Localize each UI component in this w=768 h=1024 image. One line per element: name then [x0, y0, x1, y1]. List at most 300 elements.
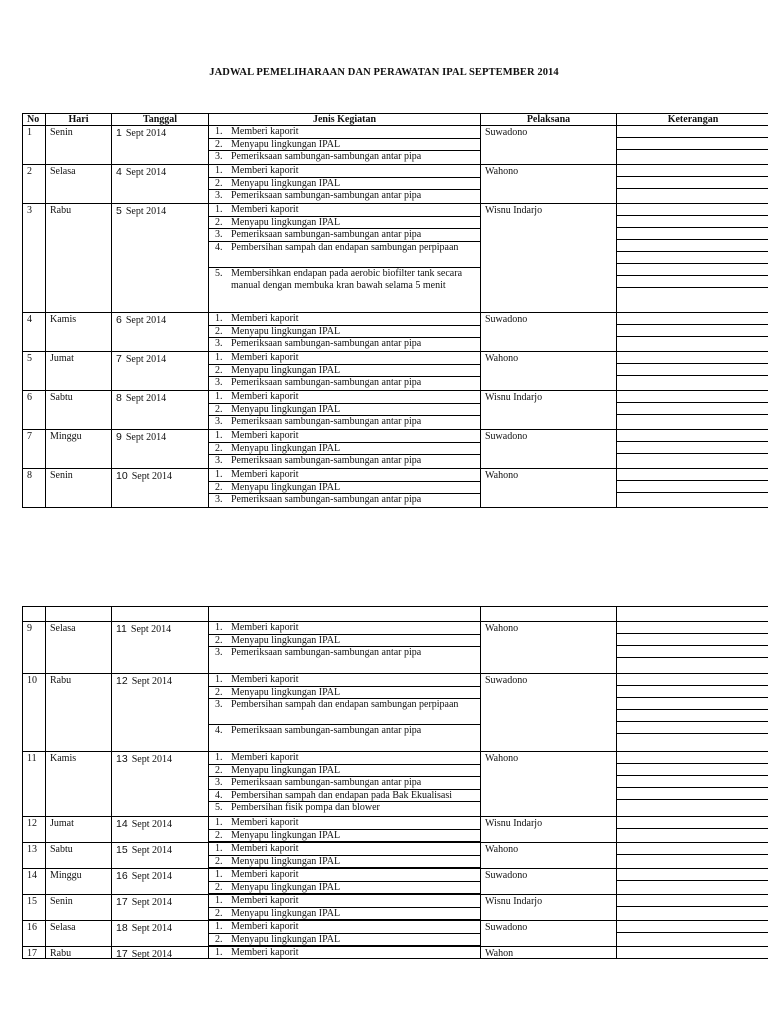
cell-no — [23, 674, 46, 751]
executor-name: Wahono — [485, 753, 519, 764]
keterangan-line — [617, 710, 768, 722]
executor-name: Wisnu Indarjo — [485, 818, 543, 829]
keterangan-line — [617, 126, 768, 138]
header-tanggal: Tanggal — [112, 114, 209, 125]
header-hari: Hari — [46, 114, 112, 125]
keterangan-line — [617, 391, 768, 403]
activity-item — [209, 843, 480, 856]
keterangan-line — [617, 622, 768, 634]
activity-number: 1. — [215, 469, 223, 480]
activity-item — [209, 482, 480, 495]
cell-pelaksana — [481, 391, 617, 429]
date-day: 7 — [116, 353, 122, 365]
day-name: Senin — [50, 470, 73, 481]
date-day: 18 — [116, 922, 128, 934]
executor-name: Wahono — [485, 353, 519, 364]
keterangan-line — [617, 325, 768, 337]
activity-text: Pemeriksaan sambungan-sambungan antar pipa — [231, 455, 422, 466]
keterangan-line — [617, 150, 768, 162]
cell-tanggal — [112, 126, 209, 164]
row-number: 3 — [27, 205, 32, 216]
cell-hari — [46, 126, 112, 164]
activity-number: 2. — [215, 177, 223, 189]
cell-tanggal — [112, 313, 209, 351]
cell-hari — [46, 352, 112, 390]
activity-text: Memberi kaporit — [231, 752, 299, 763]
activity-item — [209, 377, 480, 390]
date-month: Sept 2014 — [131, 471, 172, 482]
activity-number: 5. — [215, 802, 223, 813]
cell-keterangan — [617, 947, 768, 958]
table-row — [23, 165, 768, 204]
keterangan-line — [617, 493, 768, 505]
day-name: Minggu — [50, 870, 82, 881]
executor-name: Suwadono — [485, 870, 528, 881]
row-number: 6 — [27, 392, 32, 403]
date-month: Sept 2014 — [125, 315, 167, 326]
cell-keterangan — [617, 622, 768, 673]
keterangan-line — [617, 658, 768, 670]
cell-no — [23, 313, 46, 351]
cell-hari — [46, 817, 112, 842]
activity-item — [209, 622, 480, 635]
cell-jenis-kegiatan — [209, 204, 481, 312]
activity-text: Menyapu lingkungan IPAL — [231, 481, 341, 493]
activity-item — [209, 777, 480, 790]
date-day: 11 — [116, 623, 127, 635]
activity-number: 2. — [215, 138, 223, 150]
activity-text: Menyapu lingkungan IPAL — [231, 442, 341, 454]
cell-pelaksana — [481, 352, 617, 390]
date-day: 5 — [116, 205, 122, 217]
keterangan-line — [617, 454, 768, 466]
cell-pelaksana — [481, 752, 617, 816]
activity-number: 4. — [215, 789, 223, 801]
table-body-page-1 — [23, 126, 768, 508]
table-row — [23, 352, 768, 391]
cell-pelaksana — [481, 469, 617, 507]
table-row — [23, 921, 768, 947]
cell-pelaksana — [481, 869, 617, 894]
activity-number: 3. — [215, 494, 223, 505]
executor-name: Wahono — [485, 166, 519, 177]
date-text — [116, 675, 172, 688]
activity-text: Memberi kaporit — [231, 430, 299, 441]
table-body-page-2 — [23, 622, 768, 959]
activity-text: Memberi kaporit — [231, 469, 299, 480]
row-number: 11 — [27, 753, 37, 764]
keterangan-line — [617, 764, 768, 776]
activity-number: 2. — [215, 442, 223, 454]
keterangan-line — [617, 686, 768, 698]
cell-hari — [46, 843, 112, 868]
keterangan-line — [617, 869, 768, 881]
activity-text: Menyapu lingkungan IPAL — [231, 855, 341, 867]
table-row — [23, 817, 768, 843]
activity-text: Memberi kaporit — [231, 921, 299, 932]
cell-pelaksana — [481, 817, 617, 842]
activity-item — [209, 934, 480, 947]
date-month: Sept 2014 — [130, 624, 172, 635]
activity-text: Pembersihan sampah dan endapan sambungan perpipaan — [231, 699, 459, 710]
cell-keterangan — [617, 352, 768, 390]
activity-text: Membersihkan endapan pada aerobic biofilter tank secara manual dengan membuka kran bawah selama 5 menit — [231, 267, 463, 291]
activity-item — [209, 647, 480, 660]
keterangan-line — [617, 252, 768, 264]
date-text — [116, 205, 166, 218]
activity-text: Memberi kaporit — [231, 165, 299, 176]
date-day: 13 — [116, 753, 128, 765]
date-text — [116, 392, 166, 405]
day-name: Kamis — [50, 753, 77, 764]
activity-item — [209, 725, 480, 738]
keterangan-line — [617, 734, 768, 746]
date-month: Sept 2014 — [125, 128, 167, 139]
table-row — [23, 391, 768, 430]
activity-number: 3. — [215, 190, 223, 201]
activity-text: Memberi kaporit — [231, 895, 299, 906]
cell-hari — [46, 313, 112, 351]
row-number: 13 — [27, 844, 37, 855]
activity-item — [209, 817, 480, 830]
schedule-table-page-2 — [22, 606, 768, 959]
activity-item — [209, 165, 480, 178]
cell-hari — [46, 204, 112, 312]
cell-tanggal — [112, 817, 209, 842]
executor-name: Suwadono — [485, 431, 528, 442]
cell-jenis-kegiatan — [209, 352, 481, 390]
cell-no — [23, 869, 46, 894]
activity-text: Memberi kaporit — [231, 622, 299, 633]
cell-pelaksana — [481, 622, 617, 673]
activity-number: 1. — [215, 391, 223, 402]
day-name: Minggu — [50, 431, 82, 442]
header-keterangan: Keterangan — [667, 114, 719, 125]
keterangan-line — [617, 165, 768, 177]
executor-name: Suwadono — [485, 127, 528, 138]
date-text — [116, 166, 166, 179]
activity-item — [209, 802, 480, 815]
cell-tanggal — [112, 622, 209, 673]
activity-text: Menyapu lingkungan IPAL — [231, 177, 341, 189]
cell-hari — [46, 947, 112, 958]
cell-tanggal — [112, 165, 209, 203]
cell-pelaksana — [481, 126, 617, 164]
cell-tanggal — [112, 674, 209, 751]
cell-jenis-kegiatan — [209, 165, 481, 203]
cell-tanggal — [112, 947, 209, 958]
day-name: Rabu — [50, 675, 72, 686]
day-name: Selasa — [50, 623, 76, 634]
date-text — [116, 948, 172, 958]
day-name: Rabu — [50, 948, 72, 958]
keterangan-line — [617, 895, 768, 907]
activity-number: 1. — [215, 126, 223, 137]
activity-text: Menyapu lingkungan IPAL — [231, 881, 341, 893]
cell-hari — [46, 674, 112, 751]
keterangan-line — [617, 646, 768, 658]
activity-text: Pembersihan sampah dan endapan sambungan perpipaan — [231, 241, 459, 253]
activity-text: Pemeriksaan sambungan-sambungan antar pipa — [231, 777, 422, 788]
day-name: Selasa — [50, 166, 76, 177]
cell-jenis-kegiatan — [209, 752, 481, 816]
keterangan-line — [617, 907, 768, 919]
cell-no — [23, 752, 46, 816]
keterangan-line — [617, 788, 768, 800]
cell-keterangan — [617, 165, 768, 203]
day-name: Sabtu — [50, 392, 73, 403]
activity-item — [209, 391, 480, 404]
date-text — [116, 353, 166, 366]
keterangan-line — [617, 352, 768, 364]
cell-hari — [46, 921, 112, 946]
cell-jenis-kegiatan — [209, 947, 481, 958]
activity-number: 4. — [215, 725, 223, 736]
executor-name: Wisnu Indarjo — [485, 205, 543, 216]
day-name: Sabtu — [50, 844, 73, 855]
date-text — [116, 470, 172, 483]
executor-name: Suwadono — [485, 675, 528, 686]
date-day: 16 — [116, 870, 128, 882]
activity-text: Pemeriksaan sambungan-sambungan antar pipa — [231, 338, 422, 349]
day-name: Jumat — [50, 818, 74, 829]
activity-item — [209, 190, 480, 203]
keterangan-line — [617, 855, 768, 867]
activity-text: Pemeriksaan sambungan-sambungan antar pipa — [231, 416, 422, 427]
row-number: 16 — [27, 922, 37, 933]
day-name: Senin — [50, 896, 73, 907]
date-day: 10 — [116, 470, 128, 482]
cell-no — [23, 947, 46, 958]
activity-number: 1. — [215, 313, 223, 324]
activity-number: 2. — [215, 364, 223, 376]
activity-number: 3. — [215, 338, 223, 349]
activity-text: Pemeriksaan sambungan-sambungan antar pipa — [231, 647, 422, 658]
table-row — [23, 126, 768, 165]
cell-no — [23, 921, 46, 946]
activity-item — [209, 869, 480, 882]
date-day: 15 — [116, 844, 128, 856]
activity-text: Pembersihan fisik pompa dan blower — [231, 802, 380, 813]
cell-hari — [46, 622, 112, 673]
activity-item — [209, 268, 480, 307]
date-text — [116, 753, 172, 766]
activity-number: 4. — [215, 241, 223, 253]
date-day: 17 — [116, 896, 128, 908]
table-row — [23, 430, 768, 469]
blank-cell — [209, 607, 481, 621]
keterangan-line — [617, 933, 768, 945]
date-text — [116, 431, 166, 444]
keterangan-line — [617, 313, 768, 325]
keterangan-line — [617, 634, 768, 646]
activity-number: 1. — [215, 895, 223, 906]
row-number: 8 — [27, 470, 32, 481]
cell-hari — [46, 752, 112, 816]
keterangan-line — [617, 138, 768, 150]
cell-tanggal — [112, 204, 209, 312]
keterangan-line — [617, 376, 768, 388]
activity-item — [209, 674, 480, 687]
activity-number: 3. — [215, 699, 223, 710]
keterangan-line — [617, 403, 768, 415]
activity-item — [209, 430, 480, 443]
blank-cell — [112, 607, 209, 621]
date-day: 8 — [116, 392, 122, 404]
activity-item — [209, 856, 480, 869]
executor-name: Wisnu Indarjo — [485, 896, 543, 907]
activity-item — [209, 494, 480, 507]
keterangan-line — [617, 189, 768, 201]
activity-number: 2. — [215, 933, 223, 945]
activity-item — [209, 790, 480, 803]
table-header — [23, 114, 768, 126]
cell-tanggal — [112, 391, 209, 429]
row-number: 10 — [27, 675, 37, 686]
document-title: JADWAL PEMELIHARAAN DAN PERAWATAN IPAL SEPTEMBER 2014 — [209, 67, 559, 78]
activity-text: Menyapu lingkungan IPAL — [231, 634, 341, 646]
activity-item — [209, 242, 480, 268]
table-row — [23, 313, 768, 352]
cell-keterangan — [617, 817, 768, 842]
activity-text: Menyapu lingkungan IPAL — [231, 686, 341, 698]
date-text — [116, 896, 172, 909]
row-number: 2 — [27, 166, 32, 177]
date-day: 12 — [116, 675, 128, 687]
activity-item — [209, 469, 480, 482]
keterangan-line — [617, 829, 768, 841]
activity-text: Pemeriksaan sambungan-sambungan antar pipa — [231, 151, 422, 162]
row-number: 5 — [27, 353, 32, 364]
cell-hari — [46, 469, 112, 507]
activity-text: Memberi kaporit — [231, 817, 299, 828]
cell-pelaksana — [481, 947, 617, 958]
cell-keterangan — [617, 313, 768, 351]
activity-item — [209, 338, 480, 351]
activity-text: Menyapu lingkungan IPAL — [231, 138, 341, 150]
activity-number: 1. — [215, 869, 223, 880]
cell-keterangan — [617, 752, 768, 816]
activity-number: 1. — [215, 165, 223, 176]
table-row — [23, 674, 768, 752]
keterangan-line — [617, 947, 768, 958]
keterangan-line — [617, 177, 768, 189]
cell-keterangan — [617, 674, 768, 751]
cell-hari — [46, 165, 112, 203]
activity-number: 2. — [215, 481, 223, 493]
date-day: 4 — [116, 166, 122, 178]
activity-text: Pembersihan sampah dan endapan pada Bak Ekualisasi — [231, 789, 453, 801]
header-pelaksana: Pelaksana — [481, 114, 617, 125]
cell-pelaksana — [481, 843, 617, 868]
activity-number: 1. — [215, 622, 223, 633]
date-month: Sept 2014 — [125, 432, 167, 443]
keterangan-line — [617, 722, 768, 734]
row-number: 17 — [27, 948, 37, 958]
cell-keterangan — [617, 126, 768, 164]
executor-name: Suwadono — [485, 922, 528, 933]
date-day: 1 — [116, 127, 122, 139]
activity-number: 2. — [215, 907, 223, 919]
date-day: 14 — [116, 818, 128, 830]
keterangan-line — [617, 921, 768, 933]
cell-no — [23, 895, 46, 920]
schedule-table-page-1 — [22, 113, 768, 508]
activity-text: Pemeriksaan sambungan-sambungan antar pipa — [231, 229, 422, 240]
cell-jenis-kegiatan — [209, 126, 481, 164]
date-text — [116, 818, 172, 831]
table-row — [23, 947, 768, 959]
activity-item — [209, 151, 480, 164]
activity-text: Menyapu lingkungan IPAL — [231, 829, 341, 841]
cell-no — [23, 204, 46, 312]
cell-no — [23, 622, 46, 673]
day-name: Rabu — [50, 205, 72, 216]
activity-item — [209, 416, 480, 429]
cell-tanggal — [112, 843, 209, 868]
row-number: 4 — [27, 314, 32, 325]
executor-name: Suwadono — [485, 314, 528, 325]
keterangan-line — [617, 698, 768, 710]
cell-no — [23, 843, 46, 868]
activity-item — [209, 204, 480, 217]
activity-text: Memberi kaporit — [231, 313, 299, 324]
activity-text: Memberi kaporit — [231, 843, 299, 854]
cell-jenis-kegiatan — [209, 622, 481, 673]
cell-pelaksana — [481, 165, 617, 203]
keterangan-line — [617, 752, 768, 764]
activity-text: Pemeriksaan sambungan-sambungan antar pipa — [231, 725, 422, 736]
date-month: Sept 2014 — [131, 845, 172, 856]
executor-name: Wahon — [485, 948, 514, 958]
date-month: Sept 2014 — [125, 206, 167, 217]
executor-name: Wisnu Indarjo — [485, 392, 543, 403]
date-text — [116, 127, 166, 140]
activity-text: Menyapu lingkungan IPAL — [231, 325, 341, 337]
activity-text: Memberi kaporit — [231, 126, 299, 137]
header-no: No — [23, 114, 46, 125]
executor-name: Wahono — [485, 470, 519, 481]
activity-number: 2. — [215, 829, 223, 841]
activity-number: 1. — [215, 817, 223, 828]
date-text — [116, 922, 172, 935]
activity-item — [209, 635, 480, 648]
cell-pelaksana — [481, 204, 617, 312]
activity-item — [209, 326, 480, 339]
keterangan-line — [617, 674, 768, 686]
activity-text: Menyapu lingkungan IPAL — [231, 764, 341, 776]
activity-item — [209, 443, 480, 456]
activity-item — [209, 947, 480, 958]
cell-jenis-kegiatan — [209, 869, 481, 894]
table-row — [23, 622, 768, 674]
activity-text: Memberi kaporit — [231, 352, 299, 363]
activity-number: 2. — [215, 216, 223, 228]
keterangan-line — [617, 442, 768, 454]
keterangan-line — [617, 415, 768, 427]
date-month: Sept 2014 — [131, 676, 172, 687]
cell-jenis-kegiatan — [209, 817, 481, 842]
cell-jenis-kegiatan — [209, 921, 481, 946]
date-month: Sept 2014 — [131, 949, 172, 958]
activity-number: 3. — [215, 777, 223, 788]
cell-tanggal — [112, 430, 209, 468]
cell-hari — [46, 869, 112, 894]
table-row — [23, 869, 768, 895]
cell-no — [23, 430, 46, 468]
activity-number: 1. — [215, 430, 223, 441]
activity-item — [209, 352, 480, 365]
